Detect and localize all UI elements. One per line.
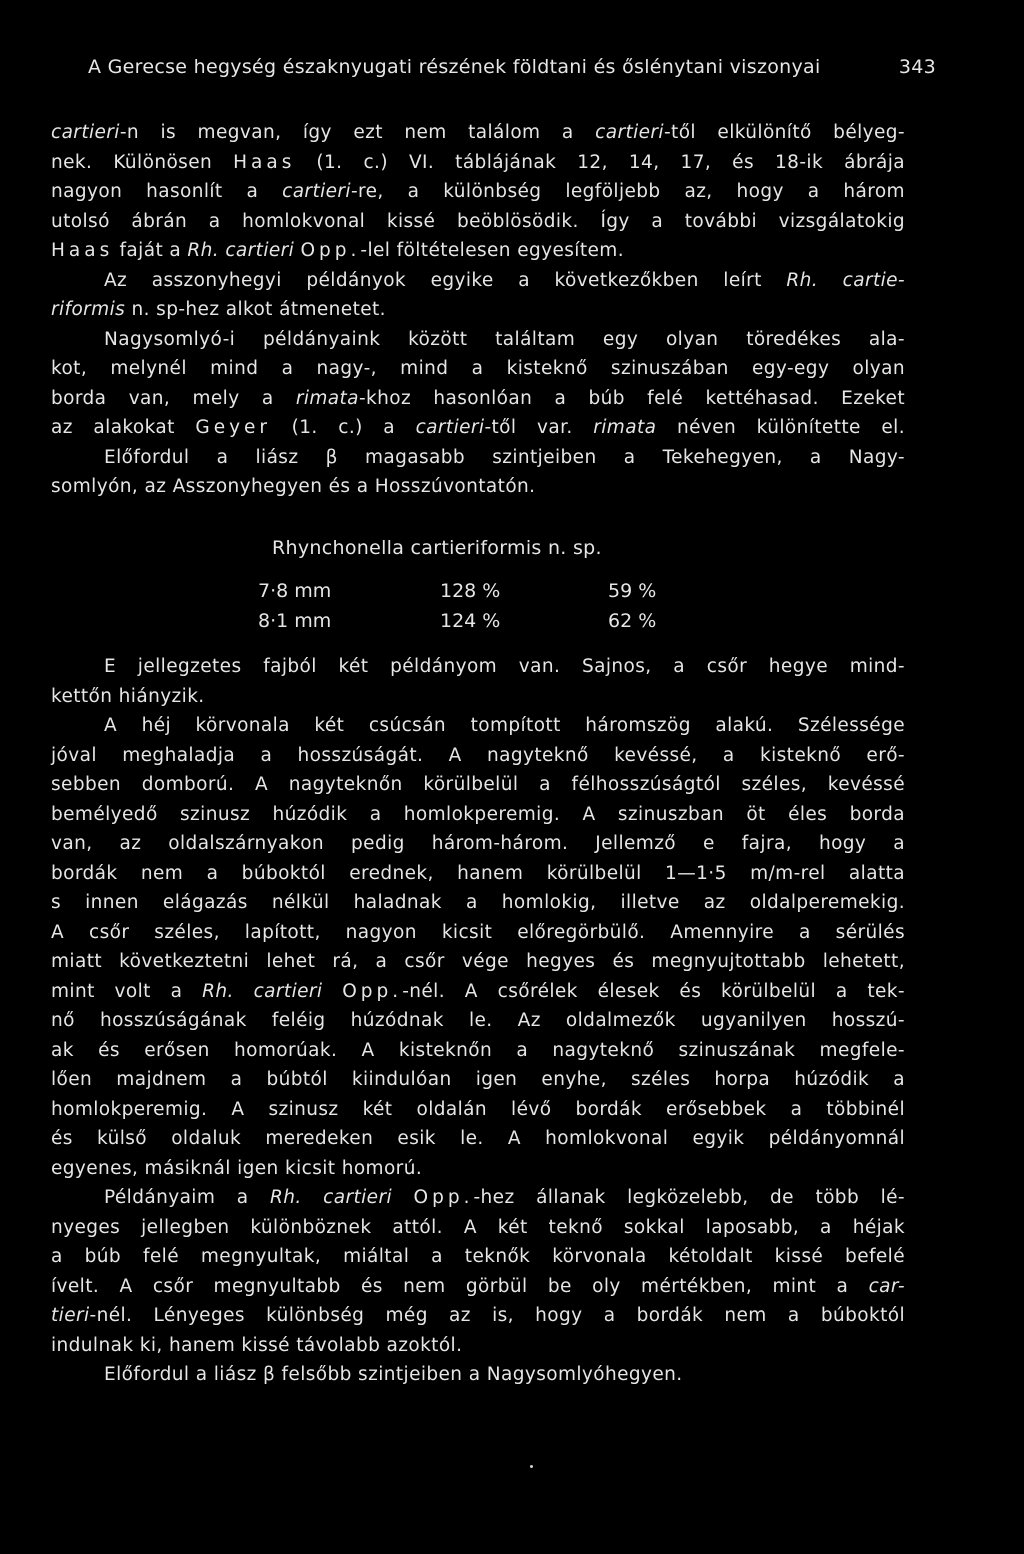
text-line: van, az oldalszárnyakon pedig három-három. Jellemző e fajra, hogy a [51,833,905,854]
text-line: s innen elágazás nélkül haladnak a homlokig, illetve az oldalperemekig. [51,892,905,913]
text-line: tieri-nél. Lényeges különbség még az is, hogy a bordák nem a búboktól [51,1305,905,1326]
text-line: homlokperemig. A szinusz két oldalán lévő bordák erősebbek a többinél [51,1098,905,1120]
text-line: lően majdnem a búbtól kiindulóan igen enyhe, széles horpa húzódik a [51,1069,905,1090]
text-line: A héj körvonala két csúcsán tompított háromszög alakú. Szélessége [104,715,905,736]
text-line: mint volt a Rh. cartieri Opp.-nél. A csőrélek élesek és körülbelül a tek- [51,980,905,1002]
text-line: utolsó ábrán a homlokvonal kissé beöblösödik. Így a további vizsgálatokig [51,210,905,232]
measurement-ratio: 59 % [608,580,657,602]
text-line: jóval meghaladja a hosszúságát. A nagyteknő kevéssé, a kisteknő erő- [51,744,905,766]
text-line: bordák nem a búboktól erednek, hanem körülbelül 1—1·5 m/m-rel alatta [51,862,905,884]
header-title: A Gerecse hegység északnyugati részének földtani és őslénytani viszonyai [88,56,821,78]
text-line: az alakokat Geyer (1. c.) a cartieri-től var. rimata néven különítette el. [51,417,905,438]
text-line: Előfordul a liász β felsőbb szintjeiben a Nagysomlyóhegyen. [104,1364,683,1385]
text-line: nő hosszúságának feléig húzódnak le. Az oldalmezők ugyanilyen hosszú- [51,1010,905,1031]
text-line: cartieri-n is megvan, így ezt nem találom a cartieri-től elkülönítő bélyeg- [51,122,905,143]
page-number: 343 [898,56,936,78]
text-line: Példányaim a Rh. cartieri Opp.-hez állanak legközelebb, de több lé- [104,1187,905,1208]
text-line: miatt következtetni lehet rá, a csőr vége hegyes és megnyujtottabb lehetett, [51,951,905,972]
printing-speck [530,1465,533,1468]
text-line: kettőn hiányzik. [51,685,205,707]
text-line: nek. Különösen Haas (1. c.) VI. táblájának 12, 14, 17, és 18-ik ábrája [51,151,905,173]
text-line: kot, melynél mind a nagy-, mind a kisteknő szinuszában egy-egy olyan [51,358,905,379]
body-text-upper [51,118,905,502]
measurement-size: 8·1 mm [258,610,332,632]
text-line: sebben domború. A nagyteknőn körülbelül a félhosszúságtól széles, kevéssé [51,774,905,795]
measurement-ratio: 62 % [608,610,657,632]
text-line: A csőr széles, lapított, nagyon kicsit előregörbülő. Amennyire a sérülés [51,921,905,943]
text-line: Előfordul a liász β magasabb szintjeiben a Tekehegyen, a Nagy- [104,446,905,468]
text-line: és külső oldaluk meredeken esik le. A homlokvonal egyik példányomnál [51,1128,905,1149]
text-line: nagyon hasonlít a cartieri-re, a különbség legföljebb az, hogy a három [51,181,905,202]
text-line: riformis n. sp-hez alkot átmenetet. [51,299,386,320]
text-line: a búb felé megnyultak, miáltal a teknők körvonala kétoldalt kissé befelé [51,1246,905,1267]
text-line: somlyón, az Asszonyhegyen és a Hosszúvontatón. [51,476,536,497]
text-line: Nagysomlyó-i példányaink között találtam egy olyan töredékes ala- [104,328,905,350]
text-line: indulnak ki, hanem kissé távolabb azoktól. [51,1334,463,1356]
species-title: Rhynchonella cartieriformis n. sp. [272,537,602,559]
text-line: Az asszonyhegyi példányok egyike a következőkben leírt Rh. cartie- [104,269,906,291]
text-line: Haas faját a Rh. cartieri Opp.-lel föltételesen egyesítem. [51,240,624,261]
text-line: egyenes, másiknál igen kicsit homorú. [51,1157,423,1179]
text-line: ak és erősen homorúak. A kisteknőn a nagyteknő szinuszának megfele- [51,1039,905,1061]
text-line: E jellegzetes fajból két példányom van. Sajnos, a csőr hegye mind- [104,656,905,677]
text-line: borda van, mely a rimata-khoz hasonlóan a búb felé kettéhasad. Ezeket [51,387,905,409]
measurement-ratio: 124 % [440,610,501,632]
body-text-lower [51,652,905,1390]
measurement-ratio: 128 % [440,580,501,602]
text-line: ívelt. A csőr megnyultabb és nem görbül be oly mértékben, mint a car- [51,1275,905,1297]
measurement-size: 7·8 mm [258,580,332,602]
running-header [88,56,936,78]
text-line: bemélyedő szinusz húzódik a homlokperemig. A szinuszban öt éles borda [51,803,905,825]
text-line: nyeges jellegben különböznek attól. A két teknő sokkal laposabb, a héjak [51,1216,905,1238]
